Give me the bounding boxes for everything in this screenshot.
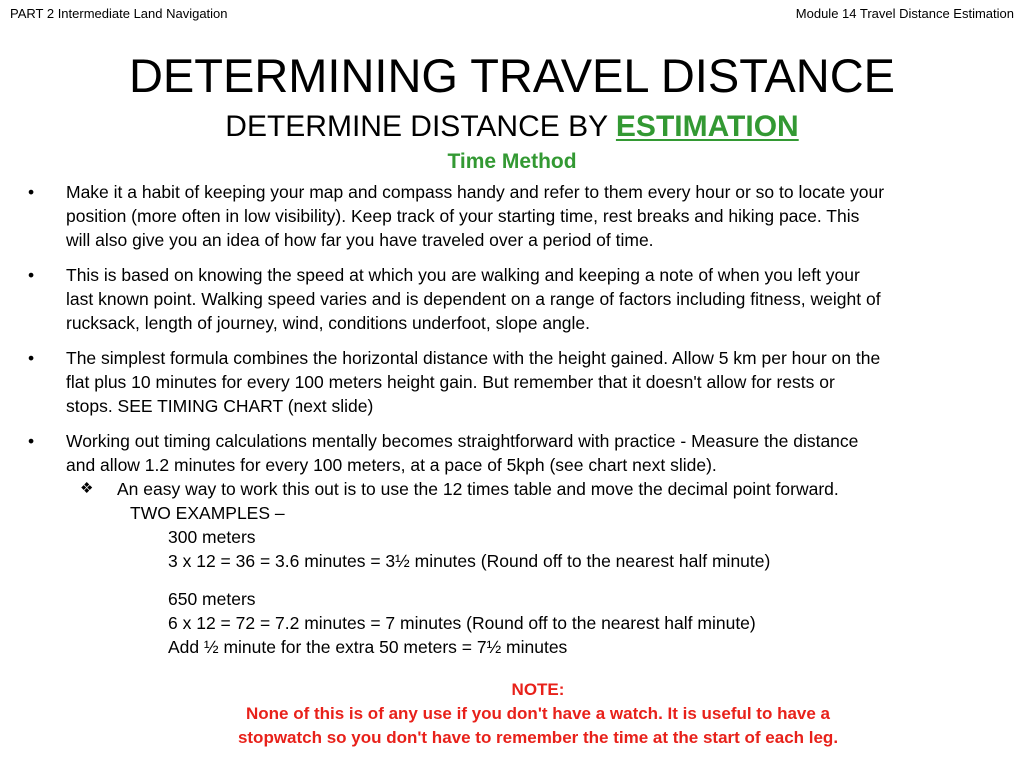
bullet-line: position (more often in low visibility). Keep track of your starting time, rest breaks and hiking pace. This	[66, 206, 860, 226]
diamond-bullet-icon: ❖	[80, 480, 94, 497]
note-line: None of this is of any use if you don't have a watch. It is useful to have a	[245, 704, 831, 723]
bullet-line: flat plus 10 minutes for every 100 meters height gain. But remember that it doesn't allow for rests or	[66, 372, 835, 392]
header-course-title: PART 2 Intermediate Land Navigation	[10, 6, 228, 21]
header-module-title: Module 14 Travel Distance Estimation	[795, 6, 1014, 21]
subtitle-emphasis: ESTIMATION	[615, 110, 799, 143]
bullet-item	[0, 346, 1024, 418]
bullet-line: and allow 1.2 minutes for every 100 meters, at a pace of 5kph (see chart next slide).	[66, 455, 717, 475]
bullet-line: Working out timing calculations mentally becomes straightforward with practice - Measure the distance	[66, 431, 859, 451]
slide-subtitle	[0, 108, 1024, 146]
bullet-line: The simplest formula combines the horizontal distance with the height gained. Allow 5 km per hour on the	[66, 348, 881, 368]
note-box	[0, 678, 1024, 750]
bullet-icon: •	[28, 431, 35, 451]
example-1-distance: 300 meters	[168, 527, 256, 547]
bullet-line: Make it a habit of keeping your map and compass handy and refer to them every hour or so to locate your	[66, 182, 885, 202]
bullet-line: rucksack, length of journey, wind, conditions underfoot, slope angle.	[66, 313, 591, 333]
example-2-extra: Add ½ minute for the extra 50 meters = 7½ minutes	[168, 637, 568, 657]
sub-bullet	[66, 477, 1004, 659]
sub-bullet-text: An easy way to work this out is to use the 12 times table and move the decimal point forward.	[117, 479, 839, 499]
slide-title: DETERMINING TRAVEL DISTANCE	[128, 49, 896, 102]
bullet-icon: •	[28, 265, 35, 285]
note-line: stopwatch so you don't have to remember the time at the start of each leg.	[237, 728, 839, 747]
bullet-item	[0, 429, 1024, 659]
example-2-distance: 650 meters	[168, 589, 256, 609]
bullet-line: This is based on knowing the speed at which you are walking and keeping a note of when you left your	[66, 265, 860, 285]
bullet-item	[0, 263, 1024, 335]
note-heading: NOTE:	[511, 680, 565, 699]
method-heading: Time Method	[447, 150, 577, 173]
bullet-line: last known point. Walking speed varies and is dependent on a range of factors including fitness, weight of	[66, 289, 881, 309]
bullet-icon: •	[28, 182, 35, 202]
bullet-line: stops. SEE TIMING CHART (next slide)	[66, 396, 374, 416]
bullet-icon: •	[28, 348, 35, 368]
subtitle-prefix: DETERMINE DISTANCE BY	[225, 110, 616, 143]
bullet-list	[0, 180, 1024, 670]
example-1-calculation: 3 x 12 = 36 = 3.6 minutes = 3½ minutes (Round off to the nearest half minute)	[168, 551, 771, 571]
examples-heading: TWO EXAMPLES –	[130, 503, 285, 523]
bullet-item	[0, 180, 1024, 252]
example-2-calculation: 6 x 12 = 72 = 7.2 minutes = 7 minutes (Round off to the nearest half minute)	[168, 613, 756, 633]
bullet-line: will also give you an idea of how far you have traveled over a period of time.	[66, 230, 654, 250]
